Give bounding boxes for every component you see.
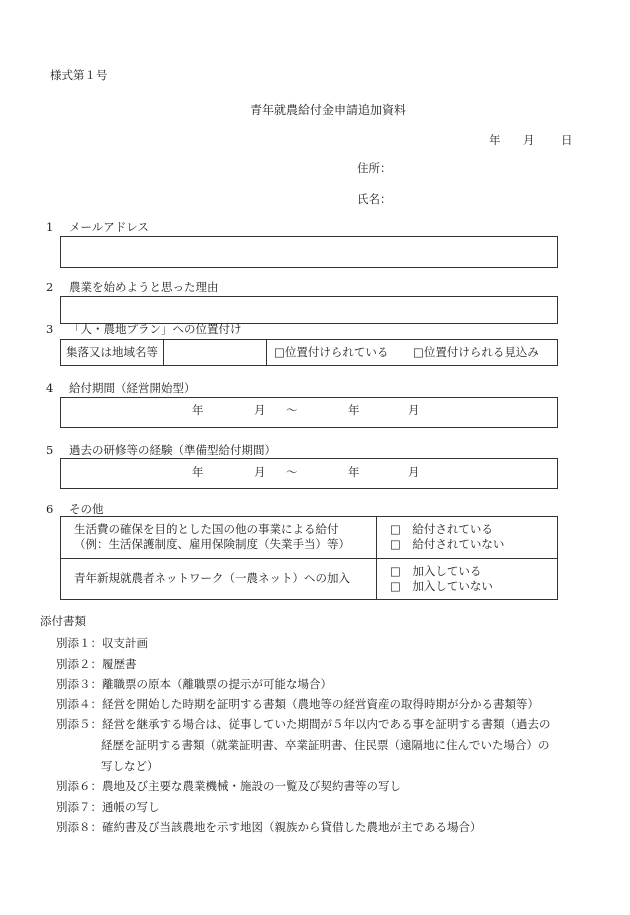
section-2-number: 2 <box>46 280 54 294</box>
plan-option-expected[interactable]: □位置付けられる見込み <box>413 345 539 359</box>
page-title: 青年就農給付金申請追加資料 <box>250 103 407 117</box>
grant-start-year-label: 年 <box>192 403 204 417</box>
name-label: 氏名： <box>357 192 392 206</box>
attachment-item: 別添３：離職票の原本（離職票の提示が可能な場合） <box>56 677 332 691</box>
benefit-not-received-option[interactable]: □ 給付されていない <box>390 537 505 551</box>
attachments-heading: 添付書類 <box>40 614 86 628</box>
address-label: 住所： <box>357 161 392 175</box>
training-period-field[interactable] <box>60 458 558 489</box>
attachment-item: 別添８：確約書及び当該農地を示す地図（親族から貸借した農地が主である場合） <box>56 820 482 834</box>
training-start-year-label: 年 <box>192 465 204 479</box>
grant-tilde: 〜 <box>286 403 298 417</box>
section-5-label: 過去の研修等の経験（準備型給付期間） <box>69 443 276 457</box>
training-start-month-label: 月 <box>254 465 266 479</box>
section-1-number: 1 <box>46 220 54 234</box>
section-2-label: 農業を始めようと思った理由 <box>69 280 219 294</box>
attachment-item: 別添２：履歴書 <box>56 657 137 671</box>
plan-table-divider-1 <box>163 339 164 366</box>
reason-field[interactable] <box>60 296 558 324</box>
date-year-label: 年 <box>489 133 501 147</box>
training-end-month-label: 月 <box>408 465 420 479</box>
village-name-field[interactable] <box>167 343 263 363</box>
form-number: 様式第１号 <box>50 68 108 82</box>
section-6-number: 6 <box>46 502 54 516</box>
grant-end-year-label: 年 <box>348 403 360 417</box>
grant-end-month-label: 月 <box>408 403 420 417</box>
grant-start-month-label: 月 <box>254 403 266 417</box>
attachment-item: 別添４：経営を開始した時期を証明する書類（農地等の経営資産の取得時期が分かる書類等） <box>56 697 539 711</box>
other-benefit-text-line2: （例：生活保護制度、雇用保険制度（失業手当）等） <box>74 537 350 551</box>
section-4-number: 4 <box>46 381 54 395</box>
plan-option-positioned[interactable]: □位置付けられている <box>274 345 389 359</box>
grant-period-field[interactable] <box>60 397 558 428</box>
benefit-received-option[interactable]: □ 給付されている <box>390 522 493 536</box>
attachment-item: 別添５：経営を継承する場合は、従事していた期間が５年以内である事を証明する書類（過去の <box>56 717 551 731</box>
training-end-year-label: 年 <box>348 465 360 479</box>
other-table-col-divider <box>376 516 377 600</box>
attachment-item: 別添１：収支計画 <box>56 636 148 650</box>
network-joined-option[interactable]: □ 加入している <box>390 564 482 578</box>
attachment-item: 別添７：通帳の写し <box>56 800 160 814</box>
network-not-joined-option[interactable]: □ 加入していない <box>390 579 493 593</box>
network-join-text: 青年新規就農者ネットワーク（一農ネット）への加入 <box>74 571 350 585</box>
section-3-label: 「人・農地プラン」への位置付け <box>69 322 242 336</box>
other-benefit-text-line1: 生活費の確保を目的とした国の他の事業による給付 <box>74 522 339 536</box>
section-5-number: 5 <box>46 443 54 457</box>
date-day-label: 日 <box>561 133 573 147</box>
section-6-label: その他 <box>69 502 104 516</box>
village-label: 集落又は地域名等 <box>66 345 158 359</box>
attachment-item: 別添６：農地及び主要な農業機械・施設の一覧及び契約書等の写し <box>56 779 401 793</box>
attachment-item-continuation: 経歴を証明する書類（就業証明書、卒業証明書、住民票（遠隔地に住んでいた場合）の <box>101 738 550 752</box>
attachment-item-continuation: 写しなど） <box>101 759 159 773</box>
email-field[interactable] <box>60 236 558 268</box>
section-1-label: メールアドレス <box>69 220 149 234</box>
plan-table-divider-2 <box>266 339 267 366</box>
section-4-label: 給付期間（経営開始型） <box>69 381 196 395</box>
date-month-label: 月 <box>523 133 535 147</box>
training-tilde: 〜 <box>286 465 298 479</box>
other-table-row-divider <box>60 558 558 559</box>
section-3-number: 3 <box>46 322 54 336</box>
